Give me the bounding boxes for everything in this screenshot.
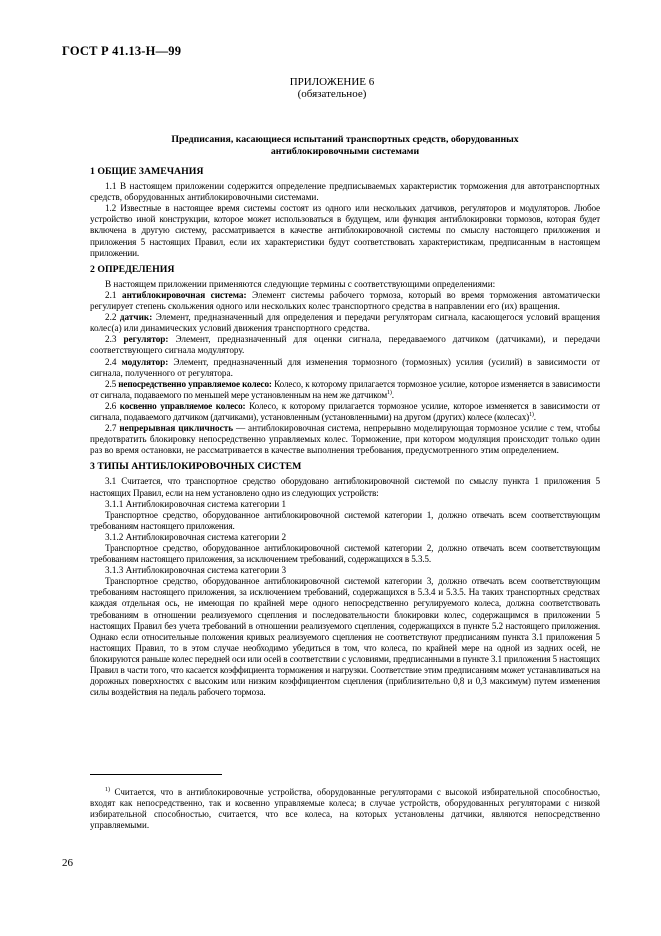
term-full-cycling: непрерывная цикличность (119, 423, 234, 434)
main-content (90, 134, 600, 698)
paragraph-1-2: 1.2 Известные в настоящее время системы состоят из одного или нескольких датчиков, регуляторов и модуляторов. Любое устройство иной конструкции, которое может использоваться в будущем, или функция антиблокировки тормозов, которая будет включена в другую систему, рассматривается в качестве антиблокировочной системы по смыслу настоящего приложения и приложения 5 настоящих Правил, если их характеристики будут соответствовать характеристикам, предписанным в настоящем приложении. (90, 203, 600, 258)
footnote-separator (90, 774, 222, 775)
term-indirectly-controlled-wheel: косвенно управляемое колесо: (119, 400, 246, 411)
paragraph-1-1: 1.1 В настоящем приложении содержится определение предписываемых характеристик торможения для автотранспортных средств, оборудованных антиблокировочными системами. (90, 181, 600, 203)
definition-2-1: 2.1 антиблокировочная система: Элемент системы рабочего тормоза, который во время торможения автоматически регулирует степень скольжения одного или нескольких колес транспортного средства в направлении его (их) вращения. (90, 289, 601, 312)
definition-2-2: 2.2 датчик: Элемент, предназначенный для определения и передачи регуляторам сигнала, касающегося условий вращения колес(а) или динамических условий движения транспортного средства. (90, 312, 601, 334)
definition-2-3: 2.3 регулятор: Элемент, предназначенный для оценки сигнала, передаваемого датчиком (датчиками), и передачи соответствующего сигнала модулятору. (90, 334, 600, 356)
paragraph-3-1: 3.1 Считается, что транспортное средство оборудовано антиблокировочной системой по смыслу пункта 1 приложения 5 настоящих Правил, если на нем установлено одно из следующих устройств: (90, 476, 600, 498)
definition-2-6: 2.6 косвенно управляемое колесо: Колесо, к которому прилагается тормозное усилие, которое изменяется в зависимости от сигнала, подаваемого датчиком (датчиками), установленным (установленными) на другом (других) колесе (колесах)$^{1)}$. (90, 400, 600, 422)
paragraph-3-1-3-text: Транспортное средство, оборудованное антиблокировочной системой категории 3, должно отвечать всем соответствующим требованиям настоящего приложения, за исключением требований, содержащихся в 5.3.4 и 5.3.5. На таких транспортных средствах каждая отдельная ось, не имеющая по крайней мере одного непосредственно регулируемого колеса, должна соответствовать требованиям в отношении реализуемого сцепления и последовательности блокировки колес, содержащимся в приложении 5 настоящих Правил без учета требований в отношении реализуемого сцепления, содержащихся в пункте 5.2 настоящего приложения. Однако если относительные положения кривых реализуемого сцепления не соответствуют предписаниям пункта 3.1 приложения 5 настоящих Правил, то в этом случае необходимо убедиться в том, что колеса, по крайней мере на одной из задних осей, не блокируются раньше колес передней оси или осей в соответствии с условиями, предписанными в пункте 3.1 приложения 5 настоящих Правил в части того, что касается коэффициента торможения и нагрузки. Соответствие этим предписаниям может устанавливаться на дорожных поверхностях с высоким или низким коэффициентом сцепления (приблизительно 0,8 и 0,3 максимум) путем изменения силы воздействия на педаль рабочего тормоза. (90, 576, 600, 698)
title-line-1: Предписания, касающиеся испытаний транспортных средств, оборудованных (171, 134, 519, 145)
appendix-title: ПРИЛОЖЕНИЕ 6 (289, 76, 375, 88)
paragraph-3-1-2-text: Транспортное средство, оборудованное антиблокировочной системой категории 2, должно отвечать всем соответствующим требованиям настоящего приложения, за исключением требований, содержащихся в 5.3.5. (90, 543, 600, 565)
footnote-mark: 1) (105, 787, 110, 793)
section-3-heading: 3 ТИПЫ АНТИБЛОКИРОВОЧНЫХ СИСТЕМ (90, 461, 302, 473)
term-sensor: датчик: (119, 312, 153, 323)
footnote-ref: 1) (387, 389, 392, 396)
title-line-2: антиблокировочными системами (270, 145, 420, 157)
definition-2-7: 2.7 непрерывная цикличность — антиблокировочная система, непрерывно моделирующая тормозное усилие с тем, чтобы предотвратить блокировку непосредственно управляемых колес. Торможение, при котором модуляция происходит только один раз во время остановки, не рассматривается в качестве выполнения требования, предусмотренного этим определением. (90, 423, 601, 456)
term-modulator: модулятор: (121, 356, 169, 367)
appendix-status: (обязательное) (297, 88, 367, 100)
paragraph-3-1-1-heading: 3.1.1 Антиблокировочная система категории 1 (105, 498, 287, 509)
section-2-heading: 2 ОПРЕДЕЛЕНИЯ (90, 263, 175, 275)
section-1-heading: 1 ОБЩИЕ ЗАМЕЧАНИЯ (90, 166, 204, 177)
definition-2-5: 2.5 непосредственно управляемое колесо: Колесо, к которому прилагается тормозное усилие, которое изменяется в зависимости от сигнала, подаваемого по меньшей мере установленным на нем же датчиком$^{1)}$. (90, 378, 600, 400)
footnote-text: Считается, что в антиблокировочные устройства, оборудованные регуляторами с высокой избирательной способностью, входят как непосредственно, так и косвенно управляемые колеса; в случае устройств, оборудованных регуляторами с низкой избирательной способностью, считается, что все колеса, на которых установлены датчики, являются непосредственно управляемыми. (90, 787, 600, 831)
paragraph-3-1-2-heading: 3.1.2 Антиблокировочная система категории 2 (105, 531, 287, 542)
document-header: ГОСТ Р 41.13-Н—99 (62, 44, 182, 58)
paragraph-3-1-3-heading: 3.1.3 Антиблокировочная система категории 3 (105, 565, 287, 576)
footnote-ref: 1) (529, 411, 534, 418)
term-directly-controlled-wheel: непосредственно управляемое колесо: (118, 378, 272, 389)
term-anti-lock-system: антиблокировочная система: (122, 289, 247, 300)
appendix-heading (62, 76, 602, 100)
paragraph-2-intro: В настоящем приложении применяются следующие термины с соответствующими определениями: (105, 278, 496, 289)
page-number: 26 (62, 857, 73, 869)
term-controller: регулятор: (123, 334, 169, 345)
footnote (90, 787, 600, 831)
paragraph-3-1-1-text: Транспортное средство, оборудованное антиблокировочной системой категории 1, должно отвечать всем соответствующим требованиям настоящего приложения. (90, 509, 600, 531)
definition-2-4: 2.4 модулятор: Элемент, предназначенный для изменения тормозного (тормозных) усилия (усилий) в зависимости от сигнала, полученного от регулятора. (90, 356, 601, 378)
document-title (90, 134, 600, 157)
